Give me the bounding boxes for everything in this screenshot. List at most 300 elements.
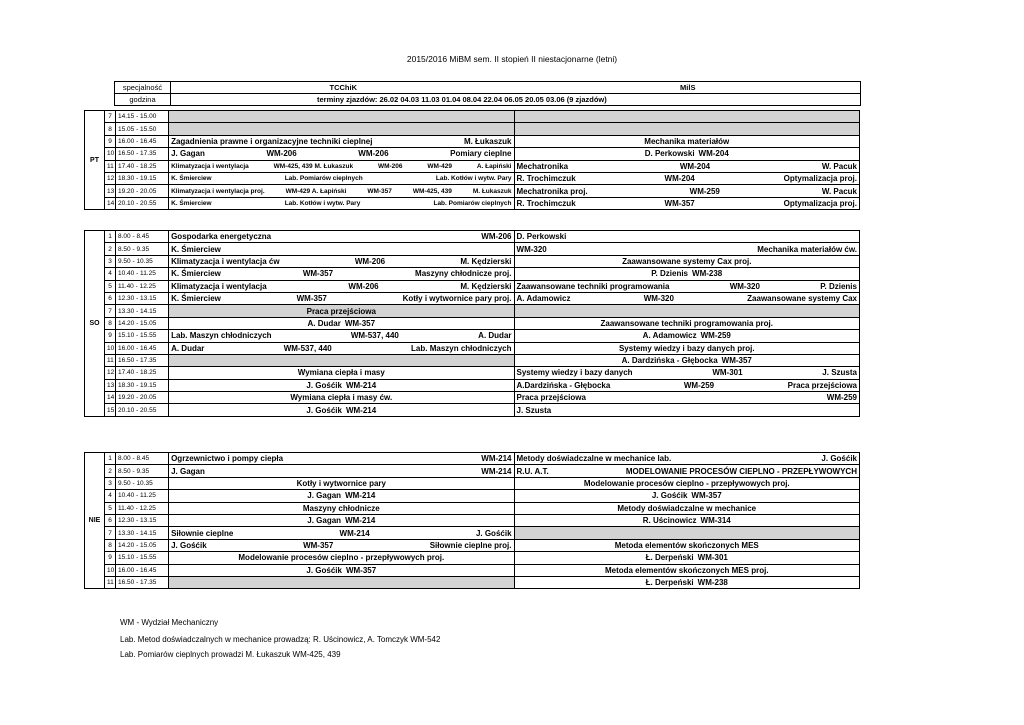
cell-text: WM-320 xyxy=(516,244,547,254)
table-row xyxy=(85,404,860,416)
tcchik-cell xyxy=(169,514,514,526)
table-row xyxy=(85,123,860,135)
cell-text: WM-214 xyxy=(345,405,377,415)
cell-text: Lab. Kotłów i wytw. Pary xyxy=(435,175,512,183)
cell-text: Siłownie cieplne xyxy=(171,528,234,538)
mils-cell xyxy=(514,305,859,317)
cell-text: D. Perkowski xyxy=(644,149,695,159)
cell-text: W. Pacuk xyxy=(821,186,857,196)
mils-cell xyxy=(514,514,859,526)
tcchik-cell xyxy=(169,268,514,280)
cell-text: Ogrzewnictwo i pompy ciepła xyxy=(171,454,284,464)
cell-text: A. Łapiński xyxy=(476,162,512,170)
period-time: 16.00 - 16.45 xyxy=(116,135,169,147)
cell-text: Klimatyzacja i wentylacja xyxy=(171,281,267,291)
day-label: PT xyxy=(85,111,105,210)
mils-cell xyxy=(514,354,859,366)
cell-text: Optymalizacja proj. xyxy=(783,198,857,208)
cell-text: Metody doświadczalne w mechanice xyxy=(617,503,757,513)
cell-text: WM-259 xyxy=(689,186,720,196)
cell-text: WM-320 xyxy=(729,281,760,291)
cell-text: Modelowanie procesów cieplno - przepływowych proj. xyxy=(238,553,445,563)
cell-text: K. Śmierciew xyxy=(171,244,221,254)
cell-text: WM-206 xyxy=(358,149,389,159)
cell-text: Kotły i wytwornice pary proj. xyxy=(402,294,512,304)
cell-text: M. Łukaszuk xyxy=(463,136,512,146)
mils-cell xyxy=(514,342,859,354)
cell-text: K. Śmierciew xyxy=(171,175,212,183)
mils-cell xyxy=(514,330,859,342)
cell-text: M. Kędzierski xyxy=(460,281,512,291)
mils-cell xyxy=(514,243,859,255)
tcchik-cell xyxy=(169,243,514,255)
schedule-day-pt xyxy=(84,110,860,210)
cell-text: WM-537, 440 xyxy=(283,343,332,353)
cell-text: WM-357 xyxy=(691,491,722,501)
cell-text: R. Trochimczuk xyxy=(516,174,576,184)
period-number: 7 xyxy=(105,527,116,539)
cell-text: Optymalizacja proj. xyxy=(783,174,857,184)
cell-text: A. Dudar xyxy=(478,331,512,341)
period-number: 13 xyxy=(105,379,116,391)
mils-cell xyxy=(514,197,859,209)
cell-text: J. Gośćik xyxy=(306,380,342,390)
cell-text: WM-314 xyxy=(700,516,731,526)
mils-cell xyxy=(514,317,859,329)
tcchik-cell xyxy=(169,539,514,551)
cell-text: WM-357 xyxy=(296,294,327,304)
mils-cell xyxy=(514,453,859,465)
mils-cell xyxy=(514,564,859,576)
tcchik-cell xyxy=(169,330,514,342)
table-row xyxy=(85,392,860,404)
cell-text: Wymiana ciepła i masy xyxy=(297,368,385,378)
period-time: 11.40 - 12.25 xyxy=(116,502,169,514)
mils-cell xyxy=(514,552,859,564)
footer-line: Lab. Pomiarów cieplnych prowadzi M. Łukaszuk WM-425, 439 xyxy=(120,650,341,659)
tcchik-cell xyxy=(169,465,514,477)
period-number: 7 xyxy=(105,305,116,317)
mils-cell xyxy=(514,268,859,280)
table-row xyxy=(85,160,860,172)
page-title: 2015/2016 MiBM sem. II stopień II niestacjonarne (letni) xyxy=(406,54,618,64)
tcchik-cell xyxy=(169,172,514,184)
cell-text: Mechatronika xyxy=(516,161,569,171)
period-number: 9 xyxy=(105,330,116,342)
cell-text: J. Gagan xyxy=(171,466,205,476)
cell-text: M. Kędzierski xyxy=(460,256,512,266)
cell-text: WM-214 xyxy=(481,454,512,464)
mils-cell xyxy=(514,185,859,197)
period-number: 13 xyxy=(105,185,116,197)
table-row xyxy=(85,453,860,465)
tcchik-cell xyxy=(169,354,514,366)
cell-text: Zaawansowane techniki programowania proj. xyxy=(600,318,773,328)
tcchik-cell xyxy=(169,342,514,354)
period-number: 1 xyxy=(105,453,116,465)
cell-text: WM-214 xyxy=(345,491,376,501)
cell-text: A. Dardzińska - Głębocka xyxy=(621,356,718,366)
cell-text: Lab. Maszyn chłodniczych xyxy=(171,331,272,341)
table-row xyxy=(85,465,860,477)
cell-text: R.U. A.T. xyxy=(516,466,549,476)
period-time: 19.20 - 20.05 xyxy=(116,392,169,404)
cell-text: WM-357 xyxy=(302,269,334,279)
cell-text: WM-425, 439 M. Łukaszuk xyxy=(273,162,354,170)
period-number: 8 xyxy=(105,317,116,329)
cell-text: Mechanika materiałów ćw. xyxy=(757,244,857,254)
cell-text: A.Dardzińska - Głębocka xyxy=(516,380,611,390)
schedule-day-nie xyxy=(84,452,860,589)
cell-text: Klimatyzacja i wentylacja xyxy=(171,162,249,170)
tcchik-cell xyxy=(169,502,514,514)
table-row xyxy=(85,330,860,342)
day-label: SO xyxy=(85,231,105,417)
mils-cell xyxy=(514,379,859,391)
cell-text: Modelowanie procesów cieplno - przepływowych proj. xyxy=(583,478,790,488)
specialty-label: specjalność xyxy=(115,82,171,94)
period-number: 8 xyxy=(105,123,116,135)
table-row xyxy=(85,477,860,489)
mils-cell xyxy=(514,465,859,477)
period-number: 4 xyxy=(105,490,116,502)
period-time: 16.00 - 16.45 xyxy=(116,342,169,354)
period-number: 3 xyxy=(105,255,116,267)
period-number: 12 xyxy=(105,172,116,184)
table-row xyxy=(85,342,860,354)
table-row xyxy=(85,292,860,304)
cell-text: WM-214 xyxy=(481,466,512,476)
period-number: 10 xyxy=(105,148,116,160)
tcchik-cell xyxy=(169,477,514,489)
cell-text: Wymiana ciepła i masy ćw. xyxy=(290,393,393,403)
period-time: 16.50 - 17.35 xyxy=(116,148,169,160)
table-row xyxy=(85,185,860,197)
period-number: 9 xyxy=(105,135,116,147)
cell-text: Metoda elementów skończonych MES proj. xyxy=(604,565,769,575)
cell-text: WM-238 xyxy=(697,578,728,588)
cell-text: WM-320 xyxy=(643,294,674,304)
cell-text: J. Gośćik xyxy=(171,540,207,550)
cell-text: Pomiary cieplne xyxy=(450,149,512,159)
table-row xyxy=(85,539,860,551)
cell-text: WM-206 xyxy=(354,256,386,266)
cell-text: J. Gośćik xyxy=(475,528,512,538)
mils-cell xyxy=(514,123,859,135)
period-number: 6 xyxy=(105,292,116,304)
day-label: NIE xyxy=(85,453,105,589)
cell-text: Mechanika materiałów xyxy=(644,136,730,146)
period-number: 2 xyxy=(105,243,116,255)
period-number: 4 xyxy=(105,268,116,280)
cell-text: WM-429 xyxy=(427,162,452,170)
period-time: 18.30 - 19.15 xyxy=(116,379,169,391)
period-time: 10.40 - 11.25 xyxy=(116,268,169,280)
footer-line: Lab. Metod doświadczalnych w mechanice prowadzą: R. Uścinowicz, A. Tomczyk WM-542 xyxy=(120,635,441,644)
cell-text: Mechatronika proj. xyxy=(516,186,588,196)
cell-text: Lab. Pomiarów cieplnych xyxy=(433,199,512,207)
period-number: 7 xyxy=(105,111,116,123)
cell-text: WM-214 xyxy=(345,380,377,390)
period-time: 18.30 - 19.15 xyxy=(116,172,169,184)
table-row xyxy=(85,514,860,526)
mils-cell xyxy=(514,490,859,502)
cell-text: Systemy wiedzy i bazy danych proj. xyxy=(618,343,755,353)
table-row xyxy=(85,197,860,209)
period-number: 3 xyxy=(105,477,116,489)
table-row xyxy=(85,576,860,588)
period-time: 15.10 - 15.55 xyxy=(116,552,169,564)
cell-text: J. Gośćik xyxy=(821,454,857,464)
period-number: 10 xyxy=(105,564,116,576)
cell-text: Metoda elementów skończonych MES xyxy=(614,540,759,550)
cell-text: WM-537, 440 xyxy=(350,331,399,341)
table-row xyxy=(85,231,860,243)
cell-text: WM-357 xyxy=(345,565,377,575)
period-number: 6 xyxy=(105,514,116,526)
cell-text: Ł. Derpeński xyxy=(645,578,694,588)
footer-line: WM - Wydział Mechaniczny xyxy=(120,618,219,627)
schedule-header xyxy=(114,81,861,106)
mils-cell xyxy=(514,539,859,551)
period-number: 10 xyxy=(105,342,116,354)
period-time: 15.05 - 15.50 xyxy=(116,123,169,135)
tcchik-cell xyxy=(169,292,514,304)
cell-text: J. Gośćik xyxy=(306,405,342,415)
cell-text: Zaawansowane systemy Cax xyxy=(747,294,857,304)
tcchik-cell xyxy=(169,317,514,329)
cell-text: Systemy wiedzy i bazy danych xyxy=(516,368,633,378)
period-time: 10.40 - 11.25 xyxy=(116,490,169,502)
cell-text: R. Trochimczuk xyxy=(516,198,576,208)
period-number: 5 xyxy=(105,502,116,514)
cell-text: Lab. Pomiarów cieplnych xyxy=(284,175,363,183)
tcchik-cell xyxy=(169,160,514,172)
period-time: 8.00 - 8.45 xyxy=(116,453,169,465)
period-number: 14 xyxy=(105,197,116,209)
cell-text: WM-425, 439 xyxy=(412,187,452,195)
period-time: 9.50 - 10.35 xyxy=(116,477,169,489)
cell-text: WM-259 xyxy=(683,380,715,390)
cell-text: WM-357 xyxy=(721,356,752,366)
cell-text: WM-206 xyxy=(266,149,297,159)
tcchik-cell xyxy=(169,552,514,564)
tcchik-cell xyxy=(169,453,514,465)
cell-text: J. Gagan xyxy=(171,149,205,159)
hour-label: godzina xyxy=(115,94,171,106)
cell-text: A. Adamowicz xyxy=(516,294,571,304)
cell-text: WM-301 xyxy=(697,553,728,563)
cell-text: MODELOWANIE PROCESÓW CIEPLNO - PRZEPŁYWOWYCH xyxy=(625,466,857,476)
tcchik-cell xyxy=(169,231,514,243)
cell-text: WM-206 xyxy=(348,281,379,291)
mils-cell xyxy=(514,255,859,267)
cell-text: J. Szusta xyxy=(516,405,552,415)
tcchik-cell xyxy=(169,255,514,267)
table-row xyxy=(85,268,860,280)
cell-text: Siłownie cieplne proj. xyxy=(429,540,512,550)
cell-text: P. Dzienis xyxy=(820,281,857,291)
period-number: 2 xyxy=(105,465,116,477)
cell-text: Praca przejściowa xyxy=(787,380,857,390)
cell-text: WM-204 xyxy=(698,149,729,159)
tcchik-cell xyxy=(169,367,514,379)
cell-text: Klimatyzacja i wentylacja ćw xyxy=(171,256,280,266)
right-specialty: MilS xyxy=(516,82,861,94)
tcchik-cell xyxy=(169,148,514,160)
table-row xyxy=(85,255,860,267)
mils-cell xyxy=(514,280,859,292)
mils-cell xyxy=(514,404,859,416)
period-time: 17.40 - 18.25 xyxy=(116,160,169,172)
cell-text: W. Pacuk xyxy=(821,161,857,171)
cell-text: WM-357 xyxy=(664,198,695,208)
cell-text: Maszyny chłodnicze proj. xyxy=(415,269,512,279)
period-time: 12.30 - 13.15 xyxy=(116,292,169,304)
tcchik-cell xyxy=(169,280,514,292)
cell-text: WM-206 xyxy=(377,162,403,170)
tcchik-cell xyxy=(169,379,514,391)
mils-cell xyxy=(514,111,859,123)
tcchik-cell xyxy=(169,135,514,147)
table-row xyxy=(85,317,860,329)
cell-text: WM-204 xyxy=(679,161,711,171)
table-row xyxy=(85,243,860,255)
mils-cell xyxy=(514,392,859,404)
mils-cell xyxy=(514,160,859,172)
period-time: 16.50 - 17.35 xyxy=(116,576,169,588)
table-row xyxy=(85,111,860,123)
cell-text: Lab. Kotłów i wytw. Pary xyxy=(284,199,361,207)
cell-text: J. Szusta xyxy=(822,368,857,378)
period-time: 20.10 - 20.55 xyxy=(116,197,169,209)
period-time: 13.30 - 14.15 xyxy=(116,305,169,317)
table-row xyxy=(85,280,860,292)
cell-text: J. Gośćik xyxy=(651,491,688,501)
table-row xyxy=(85,172,860,184)
cell-text: R. Uścinowicz xyxy=(642,516,697,526)
period-number: 15 xyxy=(105,404,116,416)
cell-text: Ł. Derpeński xyxy=(645,553,694,563)
cell-text: WM-259 xyxy=(700,331,731,341)
cell-text: K. Śmierciew xyxy=(171,269,221,279)
cell-text: A. Dudar xyxy=(171,343,205,353)
period-time: 14.15 - 15.00 xyxy=(116,111,169,123)
table-row xyxy=(85,490,860,502)
period-number: 8 xyxy=(105,539,116,551)
cell-text: WM-214 xyxy=(345,516,376,526)
cell-text: Zaawansowane systemy Cax proj. xyxy=(622,256,752,266)
table-row xyxy=(85,552,860,564)
cell-text: WM-429 A. Łapiński xyxy=(285,187,347,195)
cell-text: Maszyny chłodnicze xyxy=(302,503,380,513)
cell-text: J. Gagan xyxy=(307,491,342,501)
cell-text: K. Śmierciew xyxy=(171,199,212,207)
mils-cell xyxy=(514,477,859,489)
table-row xyxy=(85,354,860,366)
period-time: 9.50 - 10.35 xyxy=(116,255,169,267)
table-row xyxy=(85,135,860,147)
tcchik-cell xyxy=(169,527,514,539)
period-time: 20.10 - 20.55 xyxy=(116,404,169,416)
period-number: 1 xyxy=(105,231,116,243)
cell-text: WM-357 xyxy=(367,187,392,195)
tcchik-cell xyxy=(169,404,514,416)
cell-text: WM-214 xyxy=(339,528,370,538)
cell-text: M. Łukaszuk xyxy=(472,187,512,195)
mils-cell xyxy=(514,231,859,243)
cell-text: A. Dudar xyxy=(307,318,341,328)
cell-text: Lab. Maszyn chłodniczych xyxy=(411,343,512,353)
mils-cell xyxy=(514,148,859,160)
period-number: 11 xyxy=(105,160,116,172)
cell-text: Klimatyzacja i wentylacja proj. xyxy=(171,187,265,195)
period-number: 5 xyxy=(105,280,116,292)
schedule-day-so xyxy=(84,230,860,417)
tcchik-cell xyxy=(169,490,514,502)
period-time: 15.10 - 15.55 xyxy=(116,330,169,342)
table-row xyxy=(85,305,860,317)
period-time: 14.20 - 15.05 xyxy=(116,317,169,329)
cell-text: Zagadnienia prawne i organizacyjne techniki cieplnej xyxy=(171,136,373,146)
period-time: 11.40 - 12.25 xyxy=(116,280,169,292)
tcchik-cell xyxy=(169,564,514,576)
cell-text: Zaawansowane techniki programowania xyxy=(516,281,670,291)
mils-cell xyxy=(514,502,859,514)
period-time: 12.30 - 13.15 xyxy=(116,514,169,526)
cell-text: WM-301 xyxy=(712,368,743,378)
cell-text: A. Adamowicz xyxy=(642,331,697,341)
period-time: 19.20 - 20.05 xyxy=(116,185,169,197)
table-row xyxy=(85,564,860,576)
period-number: 9 xyxy=(105,552,116,564)
period-time: 16.50 - 17.35 xyxy=(116,354,169,366)
mils-cell xyxy=(514,367,859,379)
mils-cell xyxy=(514,172,859,184)
period-number: 11 xyxy=(105,576,116,588)
tcchik-cell xyxy=(169,305,514,317)
left-specialty: TCChiK xyxy=(171,82,516,94)
cell-text: Gospodarka energetyczna xyxy=(171,232,272,242)
period-time: 17.40 - 18.25 xyxy=(116,367,169,379)
tcchik-cell xyxy=(169,123,514,135)
tcchik-cell xyxy=(169,392,514,404)
tcchik-cell xyxy=(169,576,514,588)
mils-cell xyxy=(514,292,859,304)
cell-text: Metody doświadczalne w mechanice lab. xyxy=(516,454,672,464)
table-row xyxy=(85,367,860,379)
cell-text: WM-238 xyxy=(692,269,723,279)
table-row xyxy=(85,379,860,391)
cell-text: WM-357 xyxy=(344,318,376,328)
cell-text: J. Gośćik xyxy=(306,565,342,575)
tcchik-cell xyxy=(169,197,514,209)
period-time: 8.50 - 9.35 xyxy=(116,465,169,477)
table-row xyxy=(85,148,860,160)
table-row xyxy=(85,502,860,514)
cell-text: WM-204 xyxy=(664,174,695,184)
cell-text: WM-206 xyxy=(481,232,512,242)
period-number: 14 xyxy=(105,392,116,404)
cell-text: Praca przejściowa xyxy=(516,393,586,403)
period-number: 11 xyxy=(105,354,116,366)
cell-text: Kotły i wytwornice pary xyxy=(296,478,386,488)
period-time: 8.00 - 8.45 xyxy=(116,231,169,243)
period-time: 16.00 - 16.45 xyxy=(116,564,169,576)
cell-text: Praca przejściowa xyxy=(306,306,376,316)
tcchik-cell xyxy=(169,111,514,123)
table-row xyxy=(85,527,860,539)
